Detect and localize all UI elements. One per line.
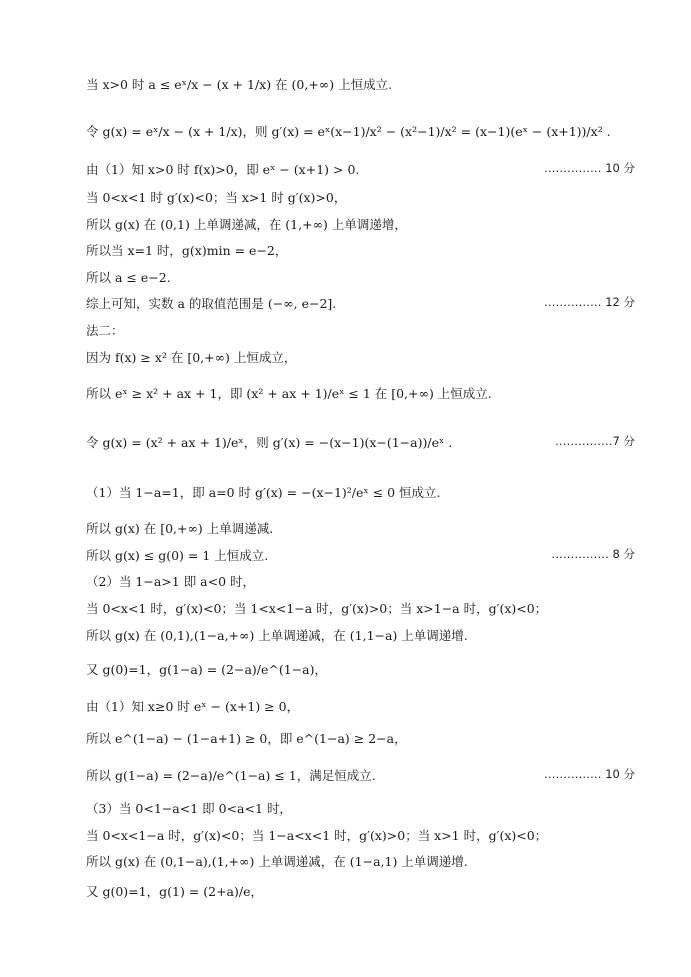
line-text: 当 0<x<1−a 时，g′(x)<0；当 1−a<x<1 时，g′(x)>0；当 x>1 时，g′(x)<0； bbox=[86, 828, 548, 843]
line-text: 所以 g(x) 在 (0,1),(1−a,+∞) 上单调递减，在 (1,1−a) 上单调递增. bbox=[86, 628, 468, 643]
line-text: 由（1）知 x>0 时 f(x)>0，即 eˣ − (x+1) > 0. bbox=[86, 162, 360, 177]
score-mark: …………… 12 分 bbox=[544, 295, 635, 309]
solution-line bbox=[86, 483, 635, 501]
solution-line bbox=[86, 384, 635, 402]
line-text: 令 g(x) = (x² + ax + 1)/eˣ，则 g′(x) = −(x−1)(x−(1−a))/eˣ . bbox=[86, 435, 453, 450]
solution-line bbox=[86, 660, 635, 678]
solution-line bbox=[86, 348, 635, 366]
line-text: 当 0<x<1 时，g′(x)<0；当 1<x<1−a 时，g′(x)>0；当 x>1−a 时，g′(x)<0； bbox=[86, 601, 548, 616]
solution-line bbox=[86, 626, 635, 644]
line-text: 所以 e^(1−a) − (1−a+1) ≥ 0，即 e^(1−a) ≥ 2−a， bbox=[86, 731, 407, 746]
line-text: 所以 eˣ ≥ x² + ax + 1，即 (x² + ax + 1)/eˣ ≤ 1 在 [0,+∞) 上恒成立. bbox=[86, 386, 492, 401]
solution-line bbox=[86, 799, 635, 817]
line-text: 令 g(x) = eˣ/x − (x + 1/x)，则 g′(x) = eˣ(x−1)/x² − (x²−1)/x² = (x−1)(eˣ − (x+1))/x² . bbox=[86, 124, 611, 139]
score-mark: …………… 10 分 bbox=[544, 161, 635, 175]
line-text: 当 x>0 时 a ≤ eˣ/x − (x + 1/x) 在 (0,+∞) 上恒成立. bbox=[86, 77, 393, 92]
solution-line bbox=[86, 546, 635, 564]
line-text: 所以 g(x) 在 (0,1) 上单调递减，在 (1,+∞) 上单调递增， bbox=[86, 217, 407, 232]
solution-line bbox=[86, 572, 635, 590]
line-text: 由（1）知 x≥0 时 eˣ − (x+1) ≥ 0， bbox=[86, 699, 300, 714]
solution-line bbox=[86, 599, 635, 617]
solution-line bbox=[86, 75, 635, 93]
solution-line bbox=[86, 321, 635, 339]
line-text: 法二： bbox=[86, 323, 124, 338]
line-text: （2）当 1−a>1 即 a<0 时， bbox=[86, 574, 256, 589]
solution-line bbox=[86, 697, 635, 715]
line-text: 所以 a ≤ e−2. bbox=[86, 270, 171, 285]
solution-line bbox=[86, 826, 635, 844]
score-mark: …………… 8 分 bbox=[551, 547, 635, 561]
solution-line bbox=[86, 122, 635, 140]
line-text: 综上可知，实数 a 的取值范围是 (−∞, e−2]. bbox=[86, 296, 337, 311]
line-text: 所以 g(x) ≤ g(0) = 1 上恒成立. bbox=[86, 548, 269, 563]
score-mark: …………… 10 分 bbox=[544, 767, 635, 781]
solution-line bbox=[86, 241, 635, 259]
line-text: 又 g(0)=1，g(1) = (2+a)/e， bbox=[86, 884, 263, 899]
line-text: 当 0<x<1 时 g′(x)<0；当 x>1 时 g′(x)>0， bbox=[86, 190, 347, 205]
solution-line bbox=[86, 294, 635, 312]
score-mark: ……………7 分 bbox=[555, 434, 635, 448]
solution-line bbox=[86, 882, 635, 900]
solution-line bbox=[86, 766, 635, 784]
line-text: （1）当 1−a=1，即 a=0 时 g′(x) = −(x−1)²/eˣ ≤ 0 恒成立. bbox=[86, 485, 441, 500]
solution-line bbox=[86, 215, 635, 233]
solution-line bbox=[86, 160, 635, 178]
line-text: 所以 g(x) 在 [0,+∞) 上单调递减. bbox=[86, 521, 274, 536]
line-text: 所以 g(1−a) = (2−a)/e^(1−a) ≤ 1，满足恒成立. bbox=[86, 768, 376, 783]
solution-line bbox=[86, 519, 635, 537]
solution-line bbox=[86, 433, 635, 451]
solution-line bbox=[86, 268, 635, 286]
line-text: 因为 f(x) ≥ x² 在 [0,+∞) 上恒成立， bbox=[86, 350, 297, 365]
line-text: 又 g(0)=1，g(1−a) = (2−a)/e^(1−a)， bbox=[86, 662, 328, 677]
line-text: 所以当 x=1 时，g(x)min = e−2， bbox=[86, 243, 288, 258]
line-text: （3）当 0<1−a<1 即 0<a<1 时， bbox=[86, 801, 292, 816]
solution-line bbox=[86, 852, 635, 870]
solution-line bbox=[86, 729, 635, 747]
solution-line bbox=[86, 188, 635, 206]
line-text: 所以 g(x) 在 (0,1−a),(1,+∞) 上单调递减，在 (1−a,1) 上单调递增. bbox=[86, 854, 468, 869]
